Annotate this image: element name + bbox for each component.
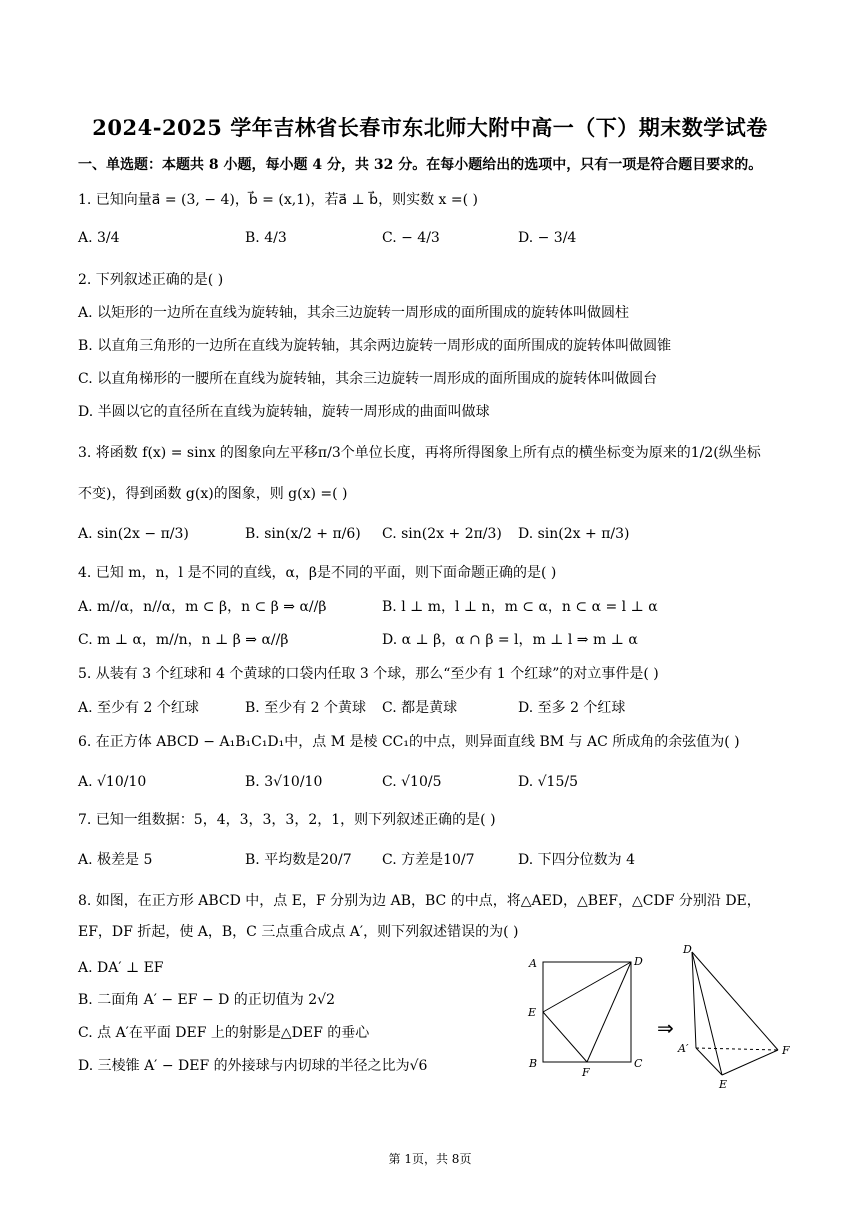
question-2-option-b: B. 以直角三角形的一边所在直线为旋转轴，其余两边旋转一周形成的面所围成的旋转体叫做圆锥 bbox=[78, 338, 672, 354]
label-d: D bbox=[634, 955, 643, 968]
question-4-option-b: B. l ⊥ m，l ⊥ n，m ⊂ α，n ⊂ α = l ⊥ α bbox=[382, 599, 658, 615]
question-3-stem-line1: 3. 将函数 f(x) = sinx 的图象向左平移π/3个单位长度，再将所得图象上所有点的横坐标变为原来的1/2(纵坐标 bbox=[78, 445, 761, 461]
edge-e-f bbox=[722, 1050, 778, 1075]
question-2-option-d: D. 半圆以它的直径所在直线为旋转轴，旋转一周形成的曲面叫做球 bbox=[78, 404, 490, 420]
question-4-stem: 4. 已知 m，n，l 是不同的直线，α，β是不同的平面，则下面命题正确的是( ) bbox=[78, 565, 557, 581]
question-6-option-a: A. √10/10 bbox=[78, 774, 147, 790]
folding-figure bbox=[520, 940, 810, 1091]
question-4-option-d: D. α ⊥ β，α ∩ β = l，m ⊥ l ⇒ m ⊥ α bbox=[382, 632, 638, 648]
label-e-tetra: E bbox=[719, 1078, 728, 1091]
question-8-stem-line2: EF，DF 折起，使 A，B，C 三点重合成点 A′，则下列叙述错误的为( ) bbox=[78, 924, 519, 940]
question-8-option-b: B. 二面角 A′ − EF − D 的正切值为 2√2 bbox=[78, 992, 335, 1008]
edge-d-e bbox=[692, 952, 722, 1075]
question-2-stem: 2. 下列叙述正确的是( ) bbox=[78, 272, 224, 288]
label-c: C bbox=[634, 1057, 643, 1070]
question-5-option-b: B. 至少有 2 个黄球 bbox=[245, 700, 366, 716]
question-5-option-d: D. 至多 2 个红球 bbox=[518, 700, 626, 716]
label-a: A bbox=[529, 957, 537, 970]
label-e: E bbox=[528, 1006, 537, 1019]
question-2-option-a: A. 以矩形的一边所在直线为旋转轴，其余三边旋转一周形成的面所围成的旋转体叫做圆柱 bbox=[78, 305, 630, 321]
question-8-option-a: A. DA′ ⊥ EF bbox=[78, 960, 164, 976]
question-7-option-a: A. 极差是 5 bbox=[78, 852, 153, 868]
question-3-option-b: B. sin(x/2 + π/6) bbox=[245, 526, 361, 542]
question-3-option-d: D. sin(2x + π/3) bbox=[518, 526, 630, 542]
square-abcd bbox=[543, 962, 631, 1062]
question-7-option-b: B. 平均数是20/7 bbox=[245, 852, 352, 868]
question-6-stem: 6. 在正方体 ABCD − A₁B₁C₁D₁中，点 M 是棱 CC₁的中点，则异面直线 BM 与 AC 所成角的余弦值为( ) bbox=[78, 734, 740, 750]
question-1-option-a: A. 3/4 bbox=[78, 230, 120, 246]
section-heading: 一、单选题：本题共 8 小题，每小题 4 分，共 32 分。在每小题给出的选项中，只有一项是符合题目要求的。 bbox=[78, 157, 763, 173]
question-7-stem: 7. 已知一组数据：5，4，3，3，3，2，1，则下列叙述正确的是( ) bbox=[78, 812, 496, 828]
question-6-option-d: D. √15/5 bbox=[518, 774, 578, 790]
question-8-stem-line1: 8. 如图，在正方形 ABCD 中，点 E，F 分别为边 AB，BC 的中点，将△AED，△BEF，△CDF 分别沿 DE， bbox=[78, 893, 761, 909]
question-7-option-d: D. 下四分位数为 4 bbox=[518, 852, 635, 868]
question-3-option-c: C. sin(2x + 2π/3) bbox=[382, 526, 502, 542]
question-1-option-d: D. − 3/4 bbox=[518, 230, 577, 246]
segment-ed bbox=[543, 962, 631, 1012]
question-8-option-d: D. 三棱锥 A′ − DEF 的外接球与内切球的半径之比为√6 bbox=[78, 1058, 428, 1074]
page-title: 2024-2025 学年吉林省长春市东北师大附中高一（下）期末数学试卷 bbox=[92, 115, 768, 140]
question-2-option-c: C. 以直角梯形的一腰所在直线为旋转轴，其余三边旋转一周形成的面所围成的旋转体叫做圆台 bbox=[78, 371, 658, 387]
edge-a-f-hidden bbox=[696, 1048, 778, 1050]
question-5-option-c: C. 都是黄球 bbox=[382, 700, 458, 716]
segment-fd bbox=[587, 962, 631, 1062]
question-1-option-b: B. 4/3 bbox=[245, 230, 287, 246]
edge-d-f bbox=[692, 952, 778, 1050]
label-f-tetra: F bbox=[782, 1044, 790, 1057]
page-footer: 第 1页，共 8页 bbox=[388, 1152, 472, 1166]
question-7-option-c: C. 方差是10/7 bbox=[382, 852, 475, 868]
question-4-option-c: C. m ⊥ α，m//n，n ⊥ β ⇒ α//β bbox=[78, 632, 289, 648]
question-5-option-a: A. 至少有 2 个红球 bbox=[78, 700, 199, 716]
square-diagram bbox=[543, 962, 631, 1062]
question-6-option-b: B. 3√10/10 bbox=[245, 774, 323, 790]
question-1-option-c: C. − 4/3 bbox=[382, 230, 440, 246]
implies-arrow: ⇒ bbox=[657, 1016, 674, 1040]
segment-ef bbox=[543, 1012, 587, 1062]
edge-a-e bbox=[696, 1048, 722, 1075]
tetrahedron-diagram bbox=[692, 952, 778, 1075]
question-3-option-a: A. sin(2x − π/3) bbox=[78, 526, 189, 542]
question-4-option-a: A. m//α，n//α，m ⊂ β，n ⊂ β ⇒ α//β bbox=[78, 599, 327, 615]
label-b: B bbox=[529, 1057, 538, 1070]
question-8-option-c: C. 点 A′在平面 DEF 上的射影是△DEF 的垂心 bbox=[78, 1025, 370, 1041]
question-6-option-c: C. √10/5 bbox=[382, 774, 442, 790]
question-1-stem: 1. 已知向量a⃗ = (3, − 4)，b⃗ = (x,1)，若a⃗ ⊥ b⃗，则实数 x =( ) bbox=[78, 192, 478, 208]
question-5-stem: 5. 从装有 3 个红球和 4 个黄球的口袋内任取 3 个球，那么“至少有 1 个红球”的对立事件是( ) bbox=[78, 666, 659, 682]
label-d-tetra: D bbox=[683, 943, 692, 956]
question-3-stem-line2: 不变)，得到函数 g(x)的图象，则 g(x) =( ) bbox=[78, 486, 348, 502]
label-f: F bbox=[582, 1066, 590, 1079]
label-a-prime: A′ bbox=[678, 1042, 689, 1055]
